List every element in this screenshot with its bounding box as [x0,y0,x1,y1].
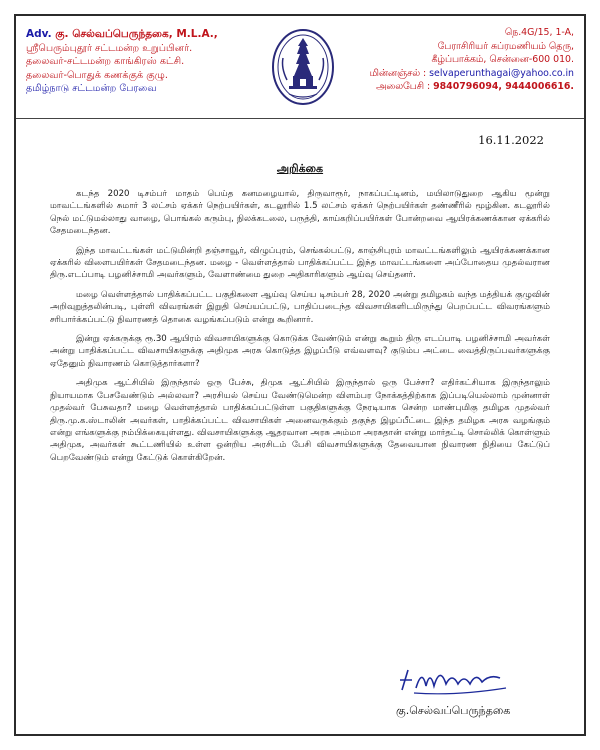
letter-body [50,188,550,471]
sender-details [26,28,266,96]
phone-line [334,80,574,94]
post-clp-leader: தலைவர்-சட்டமன்ற காங்கிரஸ் கட்சி. [26,56,185,67]
address-line-1: நெ.4G/15, 1-A, [504,27,574,38]
post-pac-chair: தலைவர்-பொதுக் கணக்குக் குழு. [26,69,168,81]
signer-name: கு.செல்வப்பெருந்தகை [396,704,511,717]
sender-name [26,28,266,42]
address-line-2: பேராசிரியர் சுப்ரமணியம் தெரு, [437,40,574,52]
post-mla: ஸ்ரீபெரும்புதூர் சட்டமன்ற உறுப்பினர். [26,42,193,54]
paragraph-2: இந்த மாவட்டங்கள் மட்டுமின்றி தஞ்சாவூர், விழுப்புரம், செங்கல்பட்டு, காஞ்சிபுரம் மாவட்டங்களிலும் ஆயிரக்கணக்கான ஏக்கரில் விளைபயிர்கள் சேதமடைந்தன. மழை - வெள்ளத்தால் பாதிக்கப்பட்ட இந்த மாவட்டங்களை அப்போதைய முதல்வரான திரு.எடப்பாடி பழனிச்சாமி அவர்களும், வேளாண்மை துறை அதிகாரிகளும் ஆய்வு செய்தனர். [50,245,550,281]
tamil-nadu-emblem-icon [271,28,335,106]
paragraph-1: கடந்த 2020 டிசம்பர் மாதம் பெய்த கனமழையால், திருவாரூர், நாகப்பட்டினம், மயிலாடுதுறை ஆகிய மூன்று மாவட்டங்களில் சுமார் 3 லட்சம் ஏக்கர் நெற்பயிர்கள், கடலூரில் 1.5 லட்சம் ஏக்கர் நெற்பயிர்கள் தண்ணீரில் மூழ்கின. கடலூரில் நெல் மட்டுமல்லாது வாழை, பொங்கல் கரும்பு, நிலக்கடலை, பருத்தி, காய்கறிப்பயிர்கள் போன்றவை ஆயிரக்கணக்கான ஏக்கரில் சேதமடைந்தன. [50,189,550,237]
phone-label: அலைபேசி : [375,81,431,92]
letter-heading: அறிக்கை [276,162,324,175]
email-label: மின்னஞ்சல் : [369,67,427,79]
email-value: selvaperunthagai@yahoo.co.in [429,67,574,79]
post-assembly: தமிழ்நாடு சட்டமன்ற பேரவை [26,83,157,94]
name-prefix: Adv. [26,28,52,40]
paragraph-5: அதிமுக ஆட்சியில் இருந்தால் ஒரு பேச்சு, திமுக ஆட்சியில் இருந்தால் ஒரு பேச்சா? எதிர்கட்சியாக இருந்தாலும் நியாயமாக பேசவேண்டும் அல்லவா? அரசியல் செய்ய வேண்டுமென்ற விளம்பர நோக்கத்திற்காக இப்படியெல்லாம் முன்னாள் முதல்வர் பேசுவதா? மழை வெள்ளத்தால் பாதிக்கப்பட்டுள்ள பகுதிகளுக்கு நேரடியாக சென்ற மாண்புமிகு தமிழக முதல்வர் திரு.மு.க.ஸ்டாலின் அவர்கள், பாதிக்கப்பட்ட விவசாயிகள் அனைவருக்கும் தகுந்த இழப்பீட்டை இந்த தமிழக அரசு வழங்கும் என்று எங்களுக்கு நம்பிக்கையுள்ளது. விவசாயிகளுக்கு ஆதரவான அரசு அம்மா அரசுதான் என்று மார்தட்டி சொல்லிக் கொள்ளும் அதிமுக, அவர்கள் கூட்டணியில் உள்ள ஒன்றிய அரசிடம் பேசி விவசாயிகளுக்கு தேவையான நிவாரண நிதியை கேட்டுப் பெறவேண்டும் என்று கேட்டுக் கொள்கிறேன். [50,378,550,463]
letterhead-divider [16,118,584,119]
email-line [334,67,574,81]
contact-details [334,26,574,94]
paragraph-3: மழை வெள்ளத்தால் பாதிக்கப்பட்ட பகுதிகளை ஆய்வு செய்ய டிசம்பர் 28, 2020 அன்று தமிழகம் வந்த மத்தியக் குழுவின் அறிவுறுத்தலின்படி, புள்ளி விவரங்கள் இறுதி செய்யப்பட்டு, பாதிப்படைந்த விவசாயிகளிடமிருந்து பெறப்பட்ட விவரங்களும் சரிபார்க்கப்பட்டு நிவாரணத் தொகை வழங்கப்படும் என்று கூறினார். [50,289,550,325]
letter-page [14,14,586,736]
letterhead [16,16,584,118]
letter-date: 16.11.2022 [478,133,544,147]
address-line-3: கீழ்ப்பாக்கம், சென்னை-600 010. [431,54,574,65]
name-text: கு. செல்வப்பெருந்தகை, M.L.A., [55,28,218,40]
signature-icon [396,660,516,700]
paragraph-4: இன்று ஏக்கருக்கு ரூ.30 ஆயிரம் விவசாயிகளுக்கு கொடுக்க வேண்டும் என்று கூறும் திரு எடப்பாடி பழனிச்சாமி அவர்கள் அன்று பாதிக்கப்பட்ட விவசாயிகளுக்கு அதிமுக அரசு கொடுத்த இழப்பீடு எவ்வளவு? குடும்ப அட்டை வைத்திருப்பவர்களுக்கு ஏதேனும் நிவாரணம் கொடுத்தார்களா? [50,334,550,369]
phone-value: 9840796094, 9444006616. [433,81,574,92]
